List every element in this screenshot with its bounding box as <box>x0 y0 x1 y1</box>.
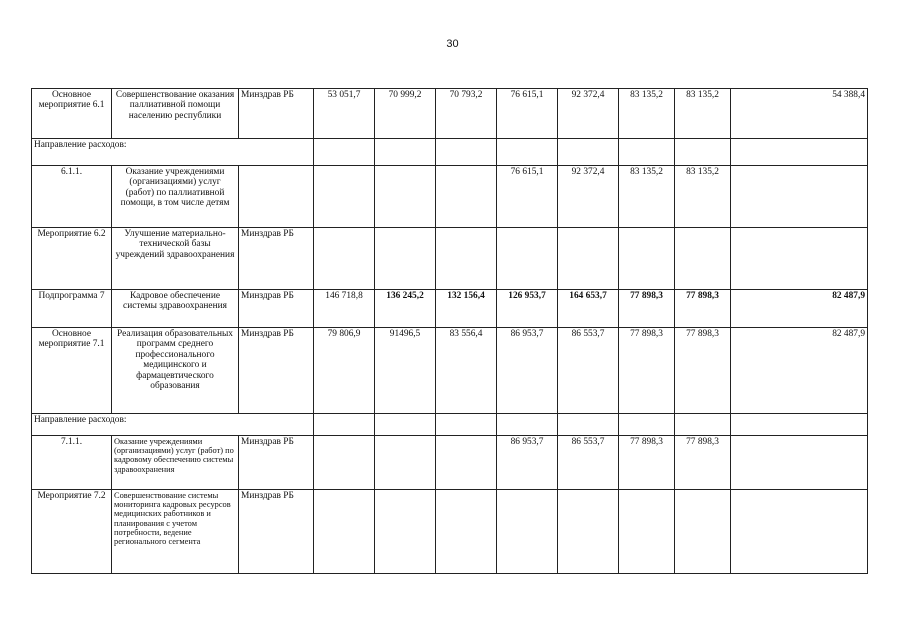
row-executor: Минздрав РБ <box>239 228 314 290</box>
row-code: 6.1.1. <box>32 166 112 228</box>
row-code: Мероприятие 6.2 <box>32 228 112 290</box>
table-row <box>32 436 868 490</box>
table-row <box>32 139 868 166</box>
row-name: Совершенствование оказания паллиативной помощи населению республики <box>112 89 239 139</box>
row-value: 83 135,2 <box>619 166 675 228</box>
row-value <box>558 228 619 290</box>
row-value-last: 82 487,9 <box>731 290 868 328</box>
row-code: Основное мероприятие 6.1 <box>32 89 112 139</box>
row-value <box>436 436 497 490</box>
row-code: Мероприятие 7.2 <box>32 490 112 574</box>
row-executor: Минздрав РБ <box>239 290 314 328</box>
row-name: Оказание учреждениями (организациями) услуг (работ) по паллиативной помощи, в том числе детям <box>112 166 239 228</box>
row-code: Подпрограмма 7 <box>32 290 112 328</box>
row-value-last <box>731 490 868 574</box>
row-name: Улучшение материально-технической базы учреждений здравоохранения <box>112 228 239 290</box>
row-value: 132 156,4 <box>436 290 497 328</box>
row-value <box>436 228 497 290</box>
expense-direction-label: Направление расходов: <box>32 139 314 166</box>
row-value: 70 793,2 <box>436 89 497 139</box>
row-value <box>436 166 497 228</box>
budget-table <box>31 88 868 574</box>
row-value <box>675 228 731 290</box>
row-value <box>314 490 375 574</box>
row-code: 7.1.1. <box>32 436 112 490</box>
row-value: 83 135,2 <box>675 89 731 139</box>
table-row <box>32 89 868 139</box>
row-code: Основное мероприятие 7.1 <box>32 328 112 414</box>
row-name: Совершенствование системы мониторинга кадровых ресурсов медицинских работников и планирования с учетом потребности, ведение регионального сегмента <box>112 490 239 574</box>
row-value: 77 898,3 <box>675 290 731 328</box>
row-value: 83 135,2 <box>675 166 731 228</box>
expense-direction-label: Направление расходов: <box>32 414 314 436</box>
row-executor: Минздрав РБ <box>239 490 314 574</box>
row-executor: Минздрав РБ <box>239 89 314 139</box>
row-value: 76 615,1 <box>497 89 558 139</box>
table-row <box>32 290 868 328</box>
row-value: 91496,5 <box>375 328 436 414</box>
page-number: 30 <box>446 38 459 50</box>
row-value <box>558 490 619 574</box>
table-row <box>32 166 868 228</box>
row-executor: Минздрав РБ <box>239 328 314 414</box>
row-value: 86 553,7 <box>558 328 619 414</box>
row-value <box>314 228 375 290</box>
row-value-last: 54 388,4 <box>731 89 868 139</box>
row-value: 86 953,7 <box>497 328 558 414</box>
table-row <box>32 228 868 290</box>
row-value: 53 051,7 <box>314 89 375 139</box>
table-row <box>32 414 868 436</box>
row-value <box>619 490 675 574</box>
row-value-last: 82 487,9 <box>731 328 868 414</box>
row-value: 77 898,3 <box>619 436 675 490</box>
row-value: 70 999,2 <box>375 89 436 139</box>
row-name: Кадровое обеспечение системы здравоохранения <box>112 290 239 328</box>
row-value: 79 806,9 <box>314 328 375 414</box>
row-value <box>314 436 375 490</box>
table-row <box>32 328 868 414</box>
row-value: 164 653,7 <box>558 290 619 328</box>
row-name: Реализация образовательных программ среднего профессионального медицинского и фармацевтического образования <box>112 328 239 414</box>
row-value <box>314 166 375 228</box>
row-value: 126 953,7 <box>497 290 558 328</box>
row-value: 77 898,3 <box>619 328 675 414</box>
row-value-last <box>731 436 868 490</box>
row-value <box>375 228 436 290</box>
row-value <box>375 490 436 574</box>
row-value: 92 372,4 <box>558 166 619 228</box>
row-value: 146 718,8 <box>314 290 375 328</box>
row-value: 86 953,7 <box>497 436 558 490</box>
row-value <box>375 166 436 228</box>
row-value <box>497 228 558 290</box>
row-value-last <box>731 228 868 290</box>
row-value: 86 553,7 <box>558 436 619 490</box>
row-value: 92 372,4 <box>558 89 619 139</box>
row-executor: Минздрав РБ <box>239 436 314 490</box>
row-value <box>375 436 436 490</box>
row-value <box>675 490 731 574</box>
row-value: 77 898,3 <box>675 328 731 414</box>
row-value: 83 556,4 <box>436 328 497 414</box>
row-value <box>436 490 497 574</box>
row-value <box>497 490 558 574</box>
row-value: 83 135,2 <box>619 89 675 139</box>
table-row <box>32 490 868 574</box>
row-value: 76 615,1 <box>497 166 558 228</box>
row-value: 77 898,3 <box>675 436 731 490</box>
row-value: 77 898,3 <box>619 290 675 328</box>
row-name: Оказание учреждениями (организациями) услуг (работ) по кадровому обеспечению системы здравоохранения <box>112 436 239 490</box>
row-value: 136 245,2 <box>375 290 436 328</box>
row-value-last <box>731 166 868 228</box>
row-executor <box>239 166 314 228</box>
row-value <box>619 228 675 290</box>
